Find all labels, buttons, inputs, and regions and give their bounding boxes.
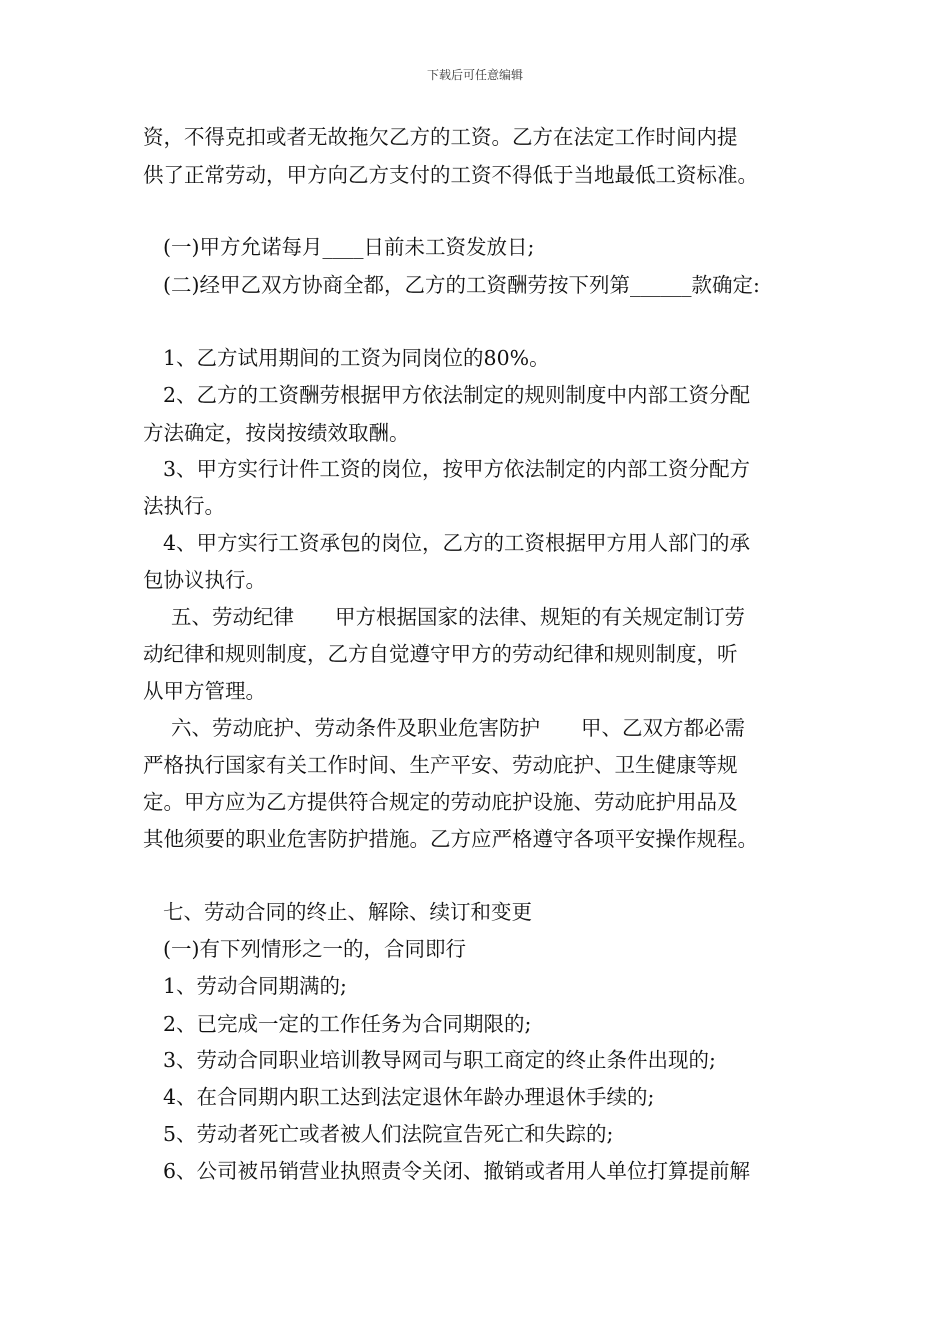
text-line: 定。甲方应为乙方提供符合规定的劳动庇护设施、劳动庇护用品及 — [143, 790, 738, 814]
page-header: 下载后可任意编辑 — [426, 68, 523, 82]
text-line: 1、乙方试用期间的工资为同岗位的80%。 — [163, 346, 550, 370]
text-line: 2、乙方的工资酬劳根据甲方依法制定的规则制度中内部工资分配 — [163, 383, 751, 407]
text-line: 其他须要的职业危害防护措施。乙方应严格遵守各项平安操作规程。 — [143, 827, 758, 851]
text-line: 从甲方管理。 — [143, 679, 266, 703]
text-line: 2、已完成一定的工作任务为合同期限的; — [163, 1012, 532, 1036]
text-line: 六、劳动庇护、劳动条件及职业危害防护 甲、乙双方都必需 — [171, 716, 745, 740]
text-line: 严格执行国家有关工作时间、生产平安、劳动庇护、卫生健康等规 — [143, 753, 738, 777]
text-line: (二)经甲乙双方协商全都，乙方的工资酬劳按下列第______款确定: — [163, 273, 760, 297]
text-line: 5、劳动者死亡或者被人们法院宣告死亡和失踪的; — [163, 1122, 614, 1146]
text-line: 3、甲方实行计件工资的岗位，按甲方依法制定的内部工资分配方 — [163, 457, 751, 481]
text-line: 资，不得克扣或者无故拖欠乙方的工资。乙方在法定工作时间内提 — [143, 125, 738, 149]
text-line: 方法确定，按岗按绩效取酬。 — [143, 421, 410, 445]
text-line: 包协议执行。 — [143, 568, 266, 592]
text-line: 4、甲方实行工资承包的岗位，乙方的工资根据甲方用人部门的承 — [163, 531, 751, 555]
text-line: 动纪律和规则制度，乙方自觉遵守甲方的劳动纪律和规则制度，听 — [143, 642, 738, 666]
text-line: 3、劳动合同职业培训教导网司与职工商定的终止条件出现的; — [163, 1048, 716, 1072]
text-line: 供了正常劳动，甲方向乙方支付的工资不得低于当地最低工资标准。 — [143, 163, 758, 187]
text-line: 1、劳动合同期满的; — [163, 974, 347, 998]
text-line: 五、劳动纪律 甲方根据国家的法律、规矩的有关规定制订劳 — [171, 605, 745, 629]
text-line: (一)有下列情形之一的，合同即行 — [163, 937, 466, 961]
text-line: 6、公司被吊销营业执照责令关闭、撤销或者用人单位打算提前解 — [163, 1159, 751, 1183]
text-line: 4、在合同期内职工达到法定退休年龄办理退休手续的; — [163, 1085, 655, 1109]
text-line: 七、劳动合同的终止、解除、续订和变更 — [163, 900, 532, 924]
text-line: (一)甲方允诺每月____日前未工资发放日; — [163, 235, 535, 259]
text-line: 法执行。 — [143, 494, 225, 518]
